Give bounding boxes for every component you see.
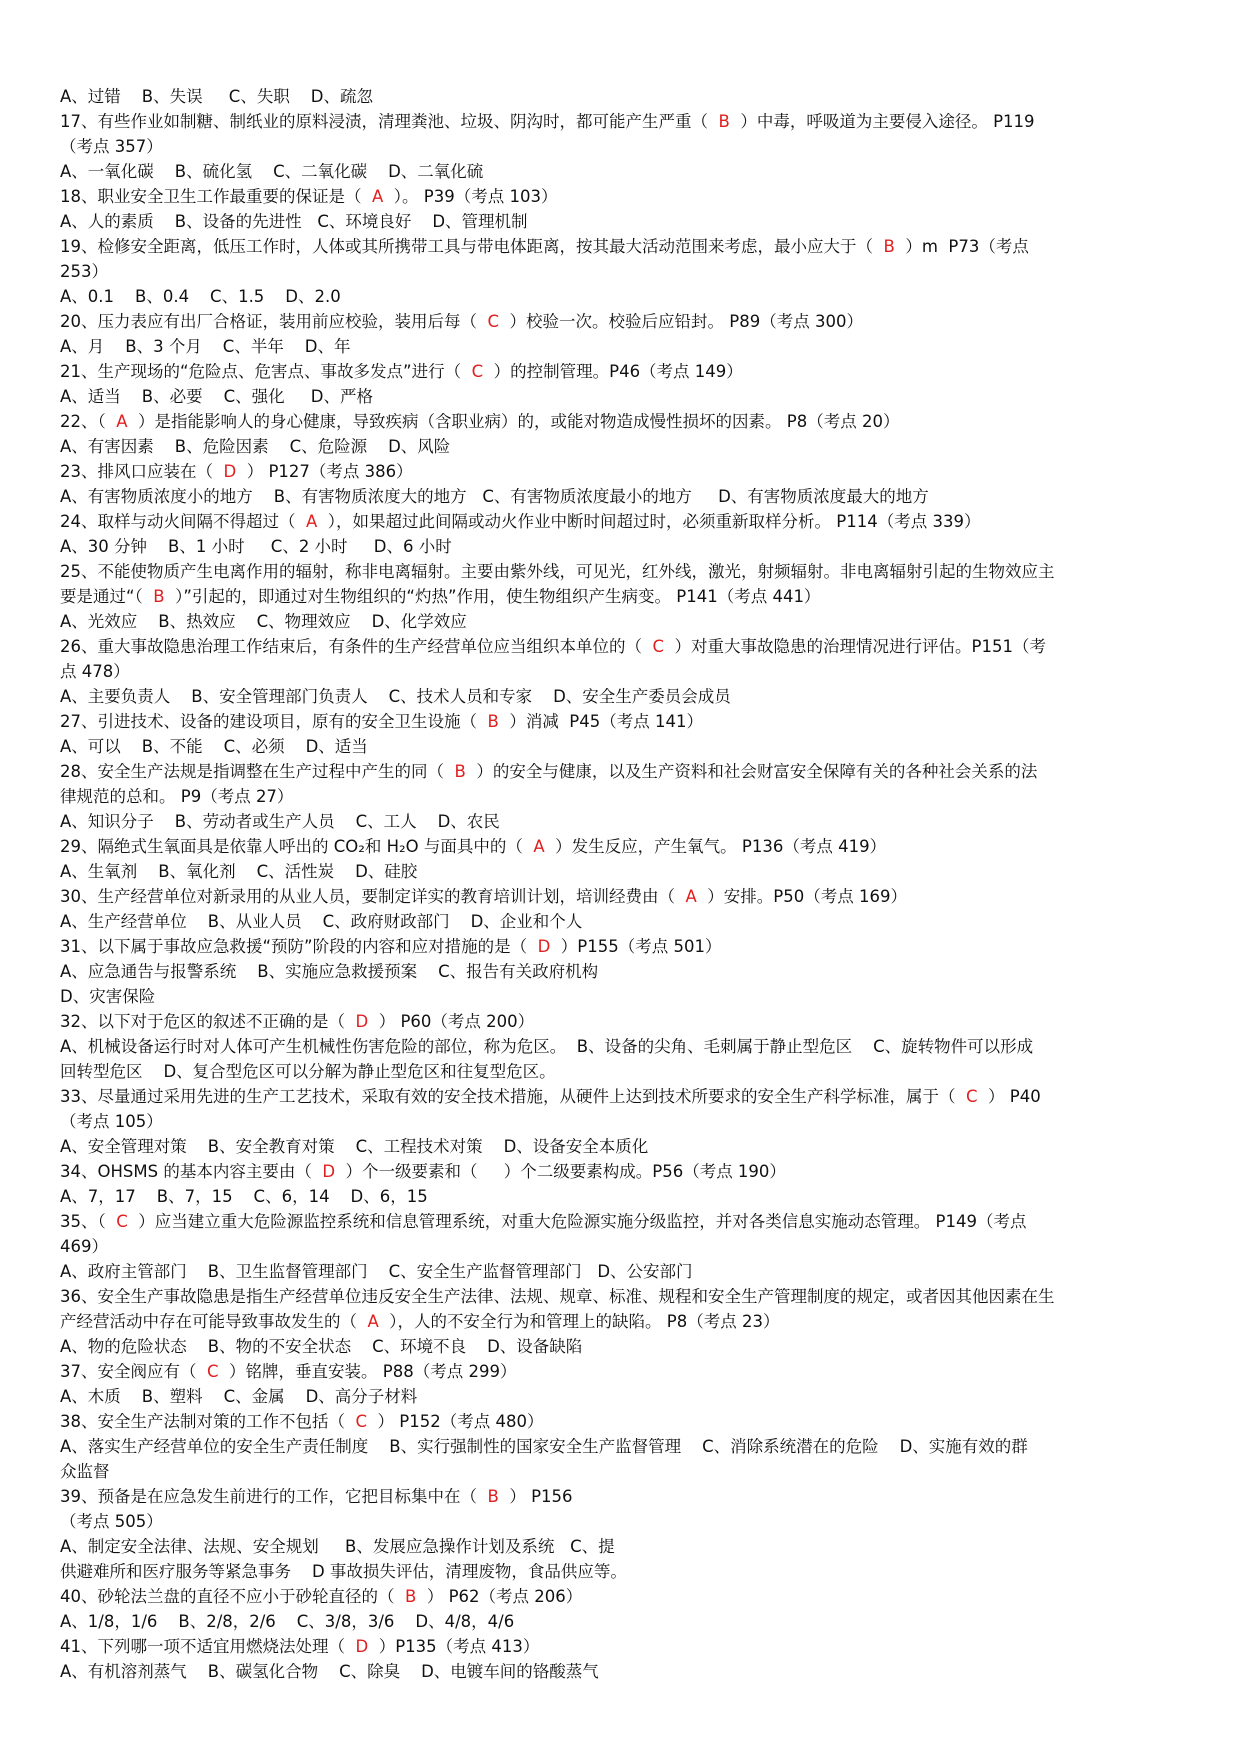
text-line — [60, 184, 1181, 209]
line-text: A、安全管理对策 B、安全教育对策 C、工程技术对策 D、设备安全本质化 — [60, 1137, 649, 1156]
line-text: A、物的危险状态 B、物的不安全状态 C、环境不良 D、设备缺陷 — [60, 1337, 583, 1356]
line-text: （考点 505） — [60, 1512, 163, 1531]
line-text: ）对重大事故隐患的治理情况进行评估。P151（考 — [664, 637, 1046, 656]
line-text: ） P156 — [498, 1487, 573, 1506]
text-line — [60, 109, 1181, 134]
line-text: ）铭牌，垂直安装。 P88（考点 299） — [218, 1362, 517, 1381]
line-text: ）。 P39（考点 103） — [383, 187, 558, 206]
line-text: ） P152（考点 480） — [367, 1412, 544, 1431]
line-text: 20、压力表应有出厂合格证，装用前应校验，装用后每（ — [60, 312, 488, 331]
line-text: ）P135（考点 413） — [368, 1637, 540, 1656]
line-text: 30、生产经营单位对新录用的从业人员，要制定详实的教育培训计划，培训经费由（ — [60, 887, 686, 906]
answer-letter: B — [454, 762, 466, 781]
answer-letter: D — [223, 462, 237, 481]
text-line — [60, 884, 1181, 909]
text-line — [60, 584, 1181, 609]
text-line — [60, 1159, 1181, 1184]
text-line — [60, 1609, 1181, 1634]
line-text: 31、以下属于事故应急救援“预防”阶段的内容和应对措施的是（ — [60, 937, 538, 956]
text-line — [60, 359, 1181, 384]
line-text: 29、隔绝式生氧面具是依靠人呼出的 CO₂和 H₂O 与面具中的（ — [60, 837, 534, 856]
line-text: （考点 105） — [60, 1112, 163, 1131]
line-text: 24、取样与动火间隔不得超过（ — [60, 512, 306, 531]
line-text: 产经营活动中存在可能导致事故发生的（ — [60, 1312, 368, 1331]
answer-letter: B — [718, 112, 730, 131]
line-text: ）的控制管理。P46（考点 149） — [483, 362, 743, 381]
line-text: 18、职业安全卫生工作最重要的保证是（ — [60, 187, 372, 206]
line-text: ）校验一次。校验后应铅封。 P89（考点 300） — [499, 312, 863, 331]
answer-letter: B — [883, 237, 895, 256]
line-text: A、机械设备运行时对人体可产生机械性伤害危险的部位，称为危区。 B、设备的尖角、毛刺属于静止型危区 C、旋转物件可以形成 — [60, 1037, 1034, 1056]
text-line — [60, 1084, 1181, 1109]
text-line — [60, 809, 1181, 834]
text-line — [60, 659, 1181, 684]
line-text: ）安排。P50（考点 169） — [696, 887, 907, 906]
line-text: A、生氧剂 B、氧化剂 C、活性炭 D、硅胶 — [60, 862, 418, 881]
line-text: ），人的不安全行为和管理上的缺陷。 P8（考点 23） — [378, 1312, 780, 1331]
line-text: 26、重大事故隐患治理工作结束后，有条件的生产经营单位应当组织本单位的（ — [60, 637, 653, 656]
line-text: A、过错 B、失误 C、失职 D、疏忽 — [60, 87, 374, 106]
answer-letter: D — [322, 1162, 336, 1181]
text-line — [60, 959, 1181, 984]
line-text: 34、OHSMS 的基本内容主要由（ — [60, 1162, 323, 1181]
line-text: A、有害物质浓度小的地方 B、有害物质浓度大的地方 C、有害物质浓度最小的地方 D、有害物质浓度最大的地方 — [60, 487, 929, 506]
answer-letter: C — [116, 1212, 128, 1231]
text-line — [60, 1384, 1181, 1409]
text-line — [60, 1309, 1181, 1334]
text-line — [60, 1234, 1181, 1259]
text-line — [60, 1659, 1181, 1684]
line-text: A、生产经营单位 B、从业人员 C、政府财政部门 D、企业和个人 — [60, 912, 583, 931]
answer-letter: A — [367, 1312, 379, 1331]
text-line — [60, 1259, 1181, 1284]
text-line — [60, 1534, 1181, 1559]
line-text: ）是指能影响人的身心健康，导致疾病（含职业病）的，或能对物造成慢性损坏的因素。 P8（考点 20） — [127, 412, 900, 431]
text-line — [60, 684, 1181, 709]
text-line — [60, 534, 1181, 559]
answer-letter: B — [405, 1587, 417, 1606]
line-text: A、应急通告与报警系统 B、实施应急救援预案 C、报告有关政府机构 — [60, 962, 599, 981]
answer-letter: C — [966, 1087, 978, 1106]
line-text: ） P60（考点 200） — [368, 1012, 535, 1031]
line-text: 37、安全阀应有（ — [60, 1362, 207, 1381]
answer-letter: C — [487, 312, 500, 331]
line-text: A、政府主管部门 B、卫生监督管理部门 C、安全生产监督管理部门 D、公安部门 — [60, 1262, 693, 1281]
line-text: （考点 357） — [60, 137, 163, 156]
text-line — [60, 559, 1181, 584]
text-line — [60, 784, 1181, 809]
line-text: 39、预备是在应急发生前进行的工作，它把目标集中在（ — [60, 1487, 488, 1506]
text-line — [60, 1459, 1181, 1484]
line-text: 众监督 — [60, 1462, 110, 1481]
text-line — [60, 134, 1181, 159]
line-text: 22、（ — [60, 412, 117, 431]
text-line — [60, 909, 1181, 934]
line-text: 253） — [60, 262, 108, 281]
answer-letter: A — [533, 837, 545, 856]
line-text: A、制定安全法律、法规、安全规划 B、发展应急操作计划及系统 C、提 — [60, 1537, 615, 1556]
text-line — [60, 1059, 1181, 1084]
line-text: ） P62（考点 206） — [416, 1587, 583, 1606]
answer-letter: B — [153, 587, 165, 606]
line-text: A、适当 B、必要 C、强化 D、严格 — [60, 387, 374, 406]
line-text: A、知识分子 B、劳动者或生产人员 C、工人 D、农民 — [60, 812, 500, 831]
text-line — [60, 1009, 1181, 1034]
text-line — [60, 1559, 1181, 1584]
line-text: ）应当建立重大危险源监控系统和信息管理系统，对重大危险源实施分级监控，并对各类信息实施动态管理。 P149（考点 — [127, 1212, 1027, 1231]
text-line — [60, 759, 1181, 784]
text-line — [60, 1209, 1181, 1234]
line-text: 律规范的总和。 P9（考点 27） — [60, 787, 294, 806]
line-text: 25、不能使物质产生电离作用的辐射，称非电离辐射。主要由紫外线，可见光，红外线，激光，射频辐射。非电离辐射引起的生物效应主 — [60, 562, 1055, 581]
line-text: 21、生产现场的“危险点、危害点、事故多发点”进行（ — [60, 362, 472, 381]
answer-letter: B — [487, 1487, 499, 1506]
text-line — [60, 334, 1181, 359]
line-text: 19、检修安全距离，低压工作时，人体或其所携带工具与带电体距离，按其最大活动范围来考虑，最小应大于（ — [60, 237, 884, 256]
line-text: D、灾害保险 — [60, 987, 156, 1006]
line-text: ）的安全与健康，以及生产资料和社会财富安全保障有关的各种社会关系的法 — [465, 762, 1038, 781]
line-text: 17、有些作业如制糖、制纸业的原料浸渍，清理粪池、垃圾、阴沟时，都可能产生严重（ — [60, 112, 719, 131]
line-text: A、月 B、3 个月 C、半年 D、年 — [60, 337, 351, 356]
line-text: 23、排风口应装在（ — [60, 462, 224, 481]
text-line — [60, 1034, 1181, 1059]
line-text: A、1/8，1/6 B、2/8，2/6 C、3/8，3/6 D、4/8，4/6 — [60, 1612, 515, 1631]
answer-letter: C — [652, 637, 665, 656]
answer-letter: D — [355, 1637, 369, 1656]
text-line — [60, 1109, 1181, 1134]
answer-letter: A — [372, 187, 384, 206]
line-text: 供避难所和医疗服务等紧急事务 D 事故损失评估，清理废物，食品供应等。 — [60, 1562, 627, 1581]
text-line — [60, 834, 1181, 859]
text-line — [60, 1584, 1181, 1609]
text-line — [60, 284, 1181, 309]
line-text: 要是通过“（ — [60, 587, 154, 606]
line-text: 38、安全生产法制对策的工作不包括（ — [60, 1412, 356, 1431]
text-line — [60, 859, 1181, 884]
line-text: ）中毒，呼吸道为主要侵入途径。 P119 — [729, 112, 1035, 131]
text-line — [60, 384, 1181, 409]
text-line — [60, 1509, 1181, 1534]
line-text: A、30 分钟 B、1 小时 C、2 小时 D、6 小时 — [60, 537, 452, 556]
text-line — [60, 984, 1181, 1009]
line-text: ） P40 — [977, 1087, 1041, 1106]
answer-letter: C — [207, 1362, 219, 1381]
answer-letter: C — [471, 362, 484, 381]
text-line — [60, 1409, 1181, 1434]
line-text: A、可以 B、不能 C、必须 D、适当 — [60, 737, 368, 756]
answer-letter: A — [685, 887, 697, 906]
line-text: A、有机溶剂蒸气 B、碳氢化合物 C、除臭 D、电镀车间的铬酸蒸气 — [60, 1662, 599, 1681]
line-text: A、人的素质 B、设备的先进性 C、环境良好 D、管理机制 — [60, 212, 528, 231]
line-text: ）个一级要素和（ ）个二级要素构成。P56（考点 190） — [335, 1162, 786, 1181]
line-text: 33、尽量通过采用先进的生产工艺技术，采取有效的安全技术措施，从硬件上达到技术所要求的安全生产科学标准，属于（ — [60, 1087, 966, 1106]
text-line — [60, 609, 1181, 634]
line-text: A、光效应 B、热效应 C、物理效应 D、化学效应 — [60, 612, 467, 631]
line-text: A、7，17 B、7，15 C、6，14 D、6，15 — [60, 1187, 428, 1206]
line-text: A、0.1 B、0.4 C、1.5 D、2.0 — [60, 287, 341, 306]
text-line — [60, 309, 1181, 334]
line-text: 41、下列哪一项不适宜用燃烧法处理（ — [60, 1637, 356, 1656]
text-line — [60, 259, 1181, 284]
text-line — [60, 1359, 1181, 1384]
text-line — [60, 1334, 1181, 1359]
line-text: 27、引进技术、设备的建设项目，原有的安全卫生设施（ — [60, 712, 488, 731]
answer-letter: A — [116, 412, 128, 431]
line-text: ），如果超过此间隔或动火作业中断时间超过时，必须重新取样分析。 P114（考点 339） — [317, 512, 981, 531]
text-line — [60, 459, 1181, 484]
answer-letter: D — [537, 937, 551, 956]
line-text: A、一氧化碳 B、硫化氢 C、二氧化碳 D、二氧化硫 — [60, 162, 484, 181]
text-line — [60, 734, 1181, 759]
line-text: A、主要负责人 B、安全管理部门负责人 C、技术人员和专家 D、安全生产委员会成员 — [60, 687, 731, 706]
text-line — [60, 1634, 1181, 1659]
text-line — [60, 709, 1181, 734]
text-line — [60, 209, 1181, 234]
line-text: A、有害因素 B、危险因素 C、危险源 D、风险 — [60, 437, 451, 456]
text-line — [60, 434, 1181, 459]
text-line — [60, 234, 1181, 259]
text-line — [60, 409, 1181, 434]
text-line — [60, 1134, 1181, 1159]
answer-letter: D — [355, 1012, 369, 1031]
line-text: 28、安全生产法规是指调整在生产过程中产生的同（ — [60, 762, 455, 781]
line-text: 点 478） — [60, 662, 130, 681]
text-line — [60, 1184, 1181, 1209]
line-text: ）m P73（考点 — [894, 237, 1029, 256]
text-line — [60, 509, 1181, 534]
text-line — [60, 1284, 1181, 1309]
line-text: 35、（ — [60, 1212, 117, 1231]
line-text: ）消减 P45（考点 141） — [498, 712, 703, 731]
line-text: ）发生反应，产生氧气。 P136（考点 419） — [544, 837, 887, 856]
text-line — [60, 1484, 1181, 1509]
line-text: 469） — [60, 1237, 108, 1256]
line-text: ） P127（考点 386） — [236, 462, 413, 481]
text-line — [60, 634, 1181, 659]
line-text: 回转型危区 D、复合型危区可以分解为静止型危区和往复型危区。 — [60, 1062, 556, 1081]
line-text: 36、安全生产事故隐患是指生产经营单位违反安全生产法律、法规、规章、标准、规程和安全生产管理制度的规定，或者因其他因素在生 — [60, 1287, 1055, 1306]
line-text: A、落实生产经营单位的安全生产责任制度 B、实行强制性的国家安全生产监督管理 C、消除系统潜在的危险 D、实施有效的群 — [60, 1437, 1028, 1456]
text-line — [60, 1434, 1181, 1459]
line-text: ）P155（考点 501） — [550, 937, 722, 956]
text-line — [60, 484, 1181, 509]
answer-letter: B — [487, 712, 499, 731]
answer-letter: A — [306, 512, 318, 531]
answer-letter: C — [355, 1412, 368, 1431]
line-text: ）”引起的，即通过对生物组织的“灼热”作用，使生物组织产生病变。 P141（考点 441） — [164, 587, 821, 606]
line-text: A、木质 B、塑料 C、金属 D、高分子材料 — [60, 1387, 418, 1406]
line-text: 40、砂轮法兰盘的直径不应小于砂轮直径的（ — [60, 1587, 405, 1606]
line-text: 32、以下对于危区的叙述不正确的是（ — [60, 1012, 356, 1031]
text-line — [60, 84, 1181, 109]
text-line — [60, 159, 1181, 184]
text-line — [60, 934, 1181, 959]
